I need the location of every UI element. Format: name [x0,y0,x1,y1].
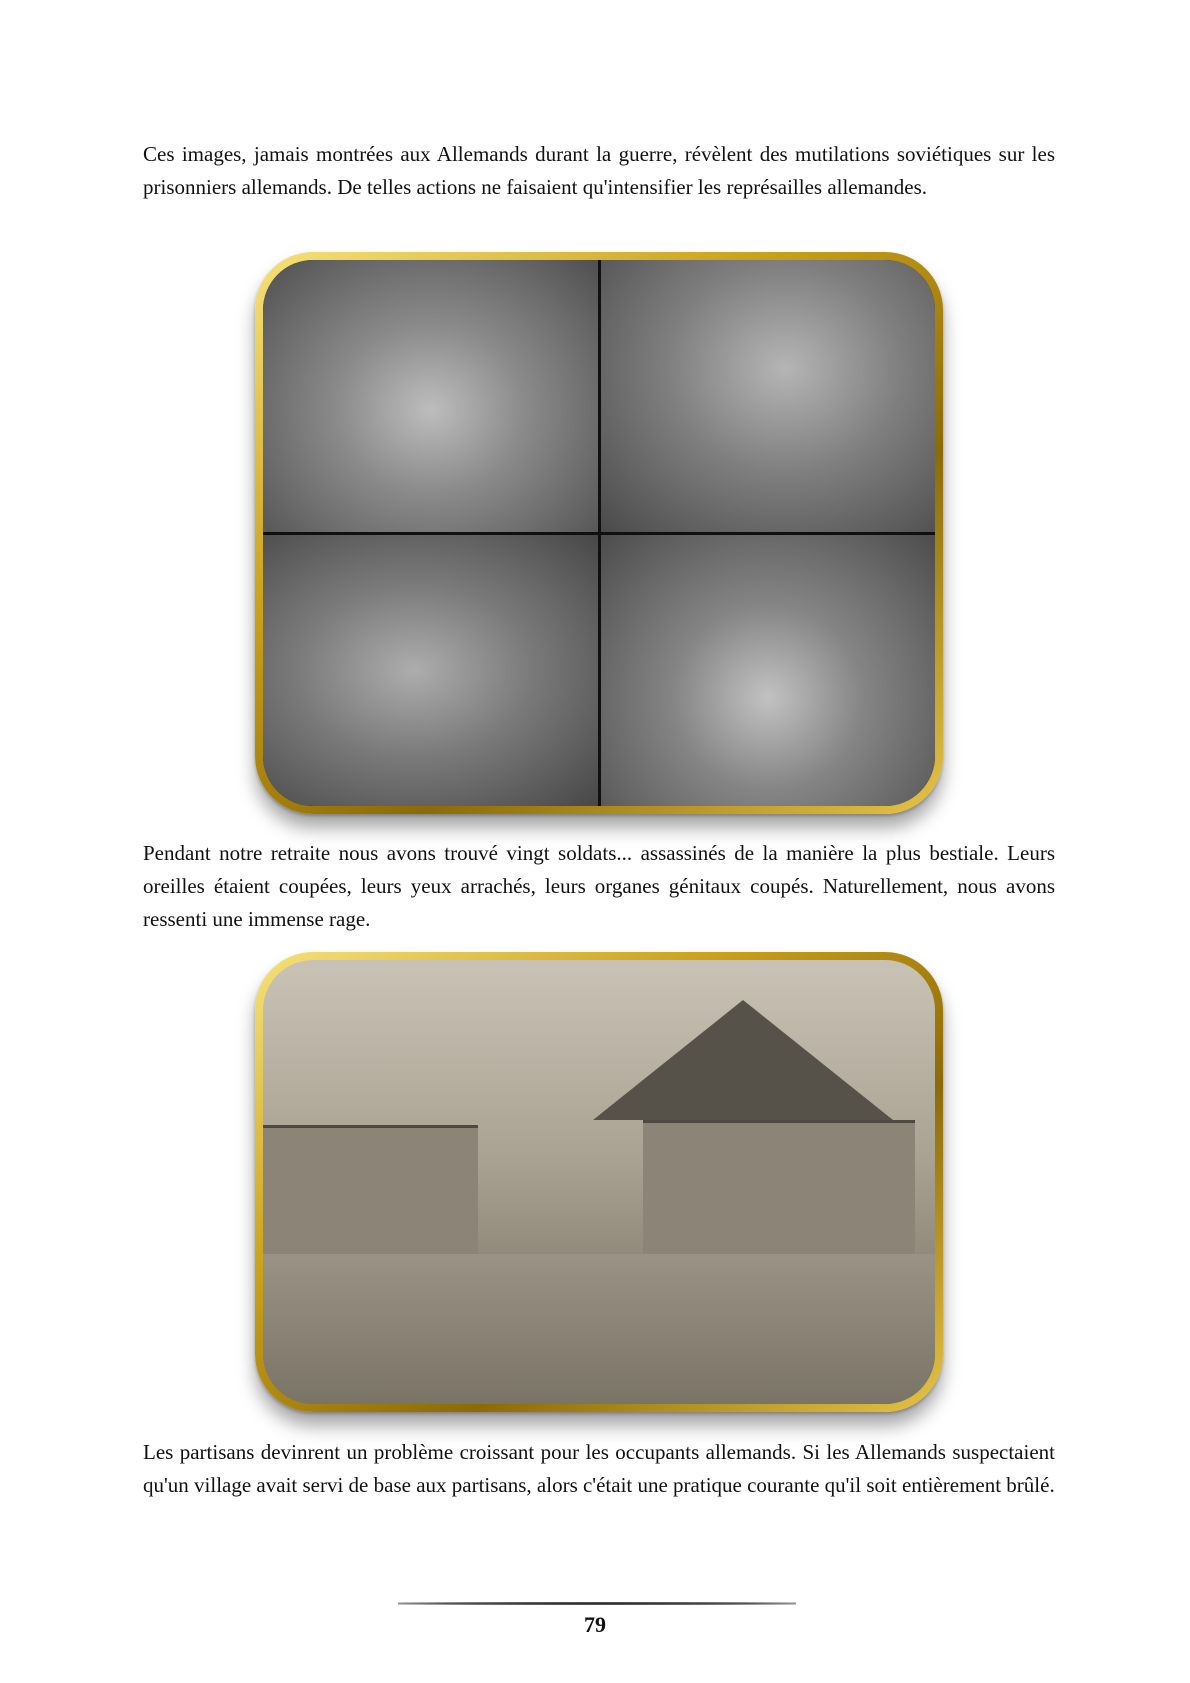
paragraph-1: Ces images, jamais montrées aux Allemands durant la guerre, révèlent des mutilations soviétiques sur les prisonniers allemands. De telles actions ne faisaient qu'intensifier les représailles allemandes. [143,142,1055,199]
roof-right [593,1000,893,1120]
page-number: 79 [584,1612,606,1637]
village-photo [263,960,935,1404]
house-right [643,1120,915,1273]
paragraph-3: Les partisans devinrent un problème croissant pour les occupants allemands. Si les Allemands suspectaient qu'un village avait servi de base aux partisans, alors c'était une pratique courante qu'il soit entièrement brûlé. [143,1440,1055,1497]
photo-frame-2 [255,952,943,1412]
photo-panel-1 [263,260,598,532]
photo-panel-3 [263,535,598,807]
footer-divider [398,1602,796,1605]
photo-grid [263,260,935,806]
photo-frame-1 [255,252,943,814]
photo-panel-2 [601,260,936,532]
paragraph-2: Pendant notre retraite nous avons trouvé vingt soldats... assassinés de la manière la plus bestiale. Leurs oreilles étaient coupées, leurs yeux arrachés, leurs organes génitaux coupés. Naturellement, nous avons ressenti une immense rage. [143,841,1055,931]
ground [263,1254,935,1404]
photo-panel-4 [601,535,936,807]
